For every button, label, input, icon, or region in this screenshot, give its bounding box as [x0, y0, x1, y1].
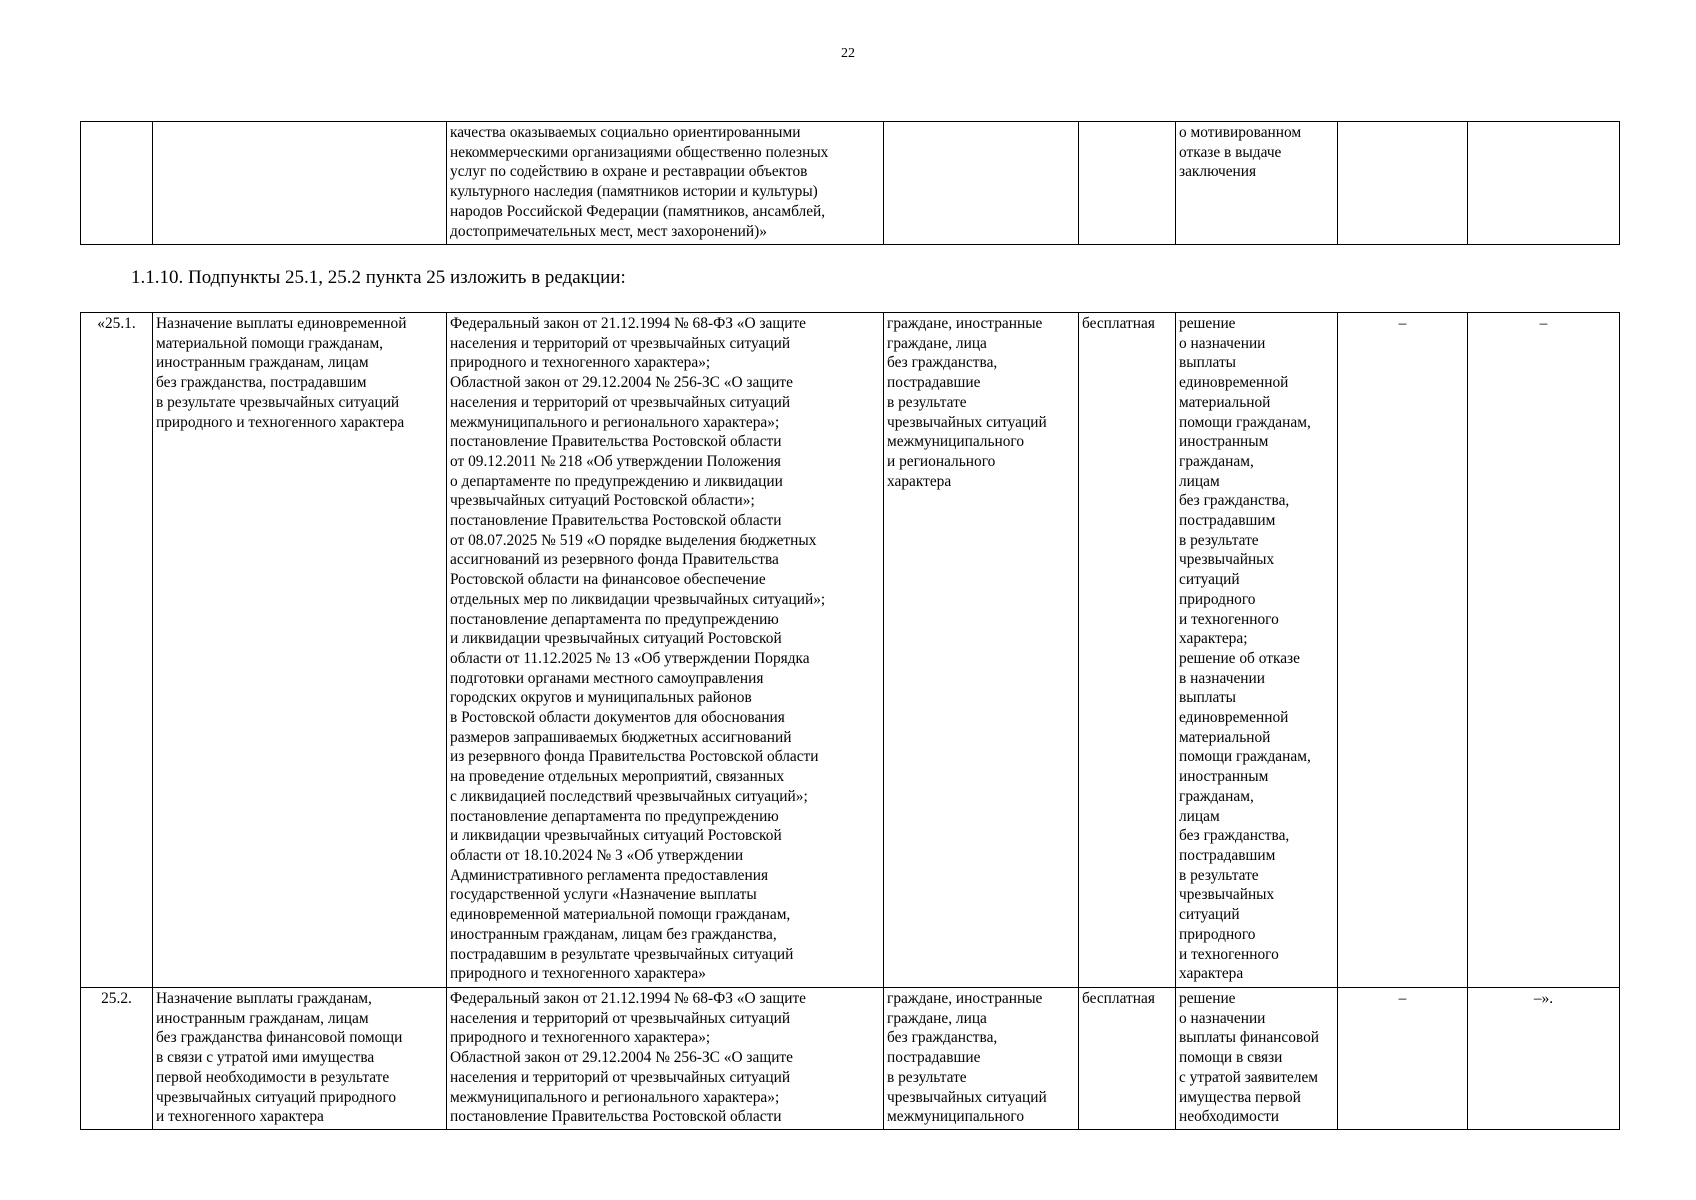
cell-cost: бесплатная	[1079, 988, 1176, 1130]
cell-service-name: Назначение выплаты гражданам, иностранным гражданам, лицам без гражданства финансовой помощи в связи с утратой ими имущества первой необходимости в результате чрезвычайных ситуаций природного и техногенного характера	[153, 988, 447, 1130]
table-row	[81, 988, 1620, 1130]
page-number: 22	[841, 46, 855, 61]
cell-recipients	[884, 122, 1079, 245]
cell-legal-basis: качества оказываемых социально ориентированными некоммерческими организациями общественно полезных услуг по содействию в охране и реставрации объектов культурного наследия (памятников истории и культуры) народов Российской Федерации (памятников, ансамблей, достопримечательных мест, мест захоронений)»	[447, 122, 884, 245]
table-row	[81, 313, 1620, 988]
cell-legal-basis: Федеральный закон от 21.12.1994 № 68-ФЗ «О защите населения и территорий от чрезвычайных ситуаций природного и техногенного характера»; Областной закон от 29.12.2004 № 256-ЗС «О защите населения и территорий от чрезвычайных ситуаций межмуниципального и регионального характера»; постановление Правительства Ростовской области	[447, 988, 884, 1130]
cell-col7	[1338, 122, 1468, 245]
cell-service-name	[153, 122, 447, 245]
cell-recipients: граждане, иностранные граждане, лица без гражданства, пострадавшие в результате чрезвычайных ситуаций межмуниципального и регионального характера	[884, 313, 1079, 988]
cell-result: решение о назначении выплаты единовременной материальной помощи гражданам, иностранным гражданам, лицам без гражданства, пострадавшим в результате чрезвычайных ситуаций природного и техногенного характера; решение об отказе в назначении выплаты единовременной материальной помощи гражданам, иностранным гражданам, лицам без гражданства, пострадавшим в результате чрезвычайных ситуаций природного и техногенного характера	[1176, 313, 1338, 988]
cell-col7: –	[1338, 313, 1468, 988]
cell-result: о мотивированном отказе в выдаче заключения	[1176, 122, 1338, 245]
cell-legal-basis: Федеральный закон от 21.12.1994 № 68-ФЗ «О защите населения и территорий от чрезвычайных ситуаций природного и техногенного характера»; Областной закон от 29.12.2004 № 256-ЗС «О защите населения и территорий от чрезвычайных ситуаций межмуниципального и регионального характера»; постановление Правительства Ростовской области от 09.12.2011 № 218 «Об утверждении Положения о департаменте по предупреждению и ликвидации чрезвычайных ситуаций Ростовской области»; постановление Правительства Ростовской области от 08.07.2025 № 519 «О порядке выделения бюджетных ассигнований из резервного фонда Правительства Ростовской области на финансовое обеспечение отдельных мер по ликвидации чрезвычайных ситуаций»; постановление департамента по предупреждению и ликвидации чрезвычайных ситуаций Ростовской области от 11.12.2025 № 13 «Об утверждении Порядка подготовки органами местного самоуправления городских округов и муниципальных районов в Ростовской области документов для обоснования размеров запрашиваемых бюджетных ассигнований из резервного фонда Правительства Ростовской области на проведение отдельных мероприятий, связанных с ликвидацией последствий чрезвычайных ситуаций»; постановление департамента по предупреждению и ликвидации чрезвычайных ситуаций Ростовской области от 18.10.2024 № 3 «Об утверждении Административного регламента предоставления государственной услуги «Назначение выплаты единовременной материальной помощи гражданам, иностранным гражданам, лицам без гражданства, пострадавшим в результате чрезвычайных ситуаций природного и техногенного характера»	[447, 313, 884, 988]
cell-recipients: граждане, иностранные граждане, лица без гражданства, пострадавшие в результате чрезвычайных ситуаций межмуниципального	[884, 988, 1079, 1130]
cell-number	[81, 122, 153, 245]
cell-service-name: Назначение выплаты единовременной материальной помощи гражданам, иностранным гражданам, лицам без гражданства, пострадавшим в результате чрезвычайных ситуаций природного и техногенного характера	[153, 313, 447, 988]
cell-col8	[1468, 122, 1620, 245]
cell-cost: бесплатная	[1079, 313, 1176, 988]
cell-col8: –».	[1468, 988, 1620, 1130]
continuation-table	[80, 121, 1620, 245]
cell-number: 25.2.	[81, 988, 153, 1130]
cell-col8: –	[1468, 313, 1620, 988]
services-table	[80, 312, 1620, 1130]
cell-result: решение о назначении выплаты финансовой помощи в связи с утратой заявителем имущества первой необходимости	[1176, 988, 1338, 1130]
cell-number: «25.1.	[81, 313, 153, 988]
table-row	[81, 122, 1620, 245]
cell-col7: –	[1338, 988, 1468, 1130]
cell-cost	[1079, 122, 1176, 245]
amendment-heading: 1.1.10. Подпункты 25.1, 25.2 пункта 25 изложить в редакции:	[131, 267, 626, 288]
